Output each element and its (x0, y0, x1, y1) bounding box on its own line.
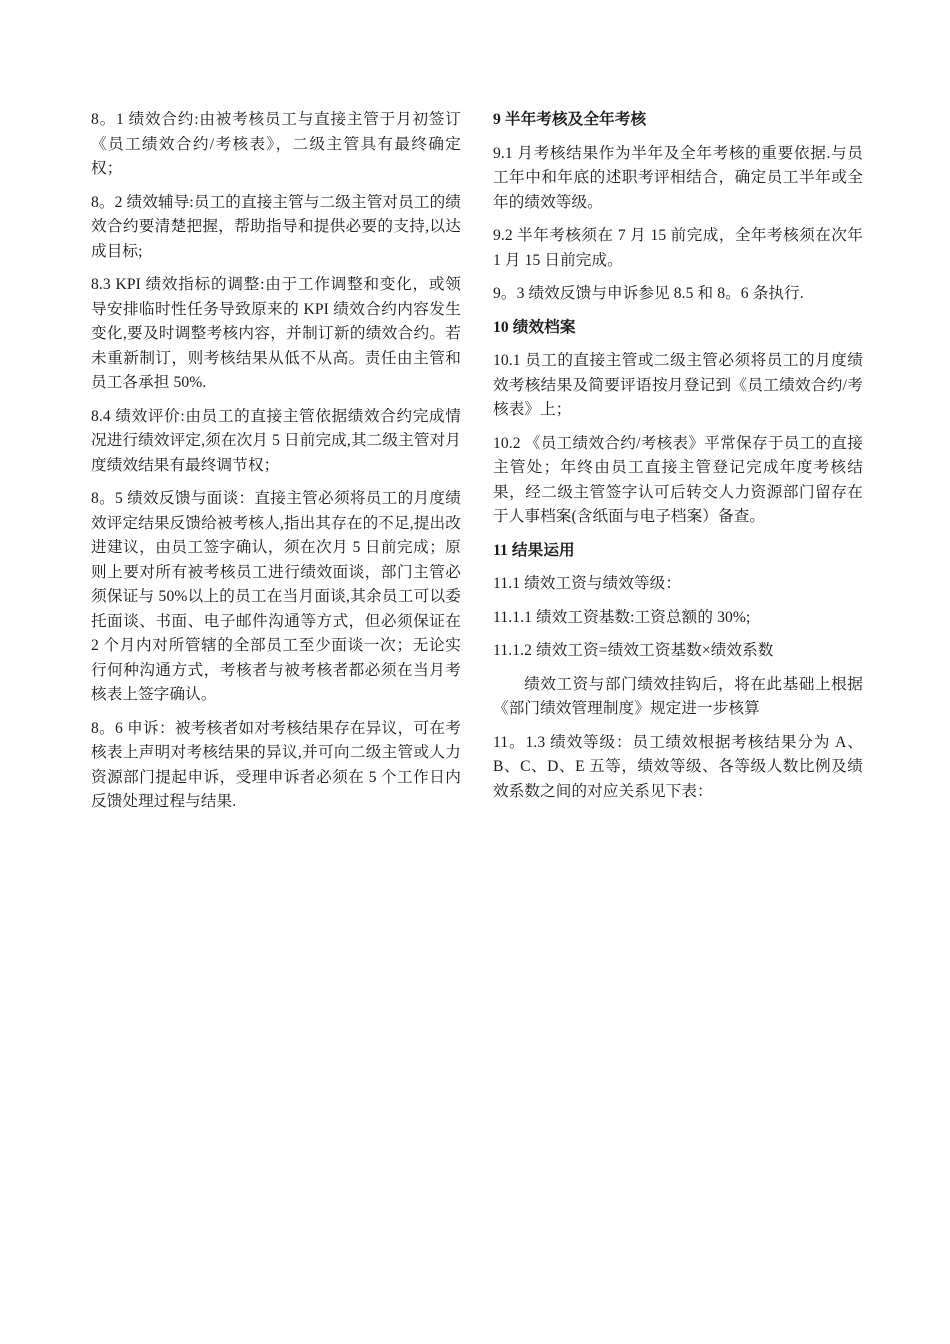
clause-9-2: 9.2 半年考核须在 7 月 15 前完成，全年考核须在次年 1 月 15 日前完成。 (493, 227, 863, 269)
clause-8-4: 8.4 绩效评价:由员工的直接主管依据绩效合约完成情况进行绩效评定,须在次月 5 日前完成,其二级主管对月度绩效结果有最终调节权； (91, 407, 461, 474)
right-column (493, 108, 863, 813)
clause-11-note: 绩效工资与部门绩效挂钩后，将在此基础上根据《部门绩效管理制度》规定进一步核算 (493, 675, 863, 717)
clause-10-2: 10.2 《员工绩效合约/考核表》平常保存于员工的直接主管处；年终由员工直接主管登记完成年度考核结果，经二级主管签字认可后转交人力资源部门留存在于人事档案(含纸面与电子档案）备查。 (493, 434, 863, 525)
clause-11-1-2: 11.1.2 绩效工资=绩效工资基数×绩效系数 (493, 642, 774, 659)
clause-11-1-1: 11.1.1 绩效工资基数:工资总额的 30%; (493, 608, 751, 626)
left-column (91, 108, 461, 824)
clause-8-3: 8.3 KPI 绩效指标的调整:由于工作调整和变化，或领导安排临时性任务导致原来的 KPI 绩效合约内容发生变化,要及时调整考核内容，并制订新的绩效合约。若未重新制订，则考核结果从低不从高。责任由主管和员工各承担 50%. (91, 276, 461, 391)
clause-10-1: 10.1 员工的直接主管或二级主管必须将员工的月度绩效考核结果及简要评语按月登记到《员工绩效合约/考核表》上； (493, 352, 863, 418)
section-10-heading: 10 绩效档案 (493, 318, 576, 336)
section-9-heading: 9 半年考核及全年考核 (493, 111, 647, 128)
clause-8-5: 8。5 绩效反馈与面谈：直接主管必须将员工的月度绩效评定结果反馈给被考核人,指出其存在的不足,提出改进建议，由员工签字确认，须在次月 5 日前完成；原则上要对所有被考核员工进行绩效面谈，部门主管必须保证与 50%以上的员工在当月面谈,其余员工可以委托面谈、书面、电子邮件沟通等方式，但必须保证在 2 个月内对所管辖的全部员工至少面谈一次；无论实行何种沟通方式，考核者与被考核者都必须在当月考核表上签字确认。 (91, 490, 461, 703)
section-11-heading: 11 结果运用 (493, 541, 575, 559)
clause-9-1: 9.1 月考核结果作为半年及全年考核的重要依据.与员工年中和年底的述职考评相结合，确定员工半年或全年的绩效等级。 (493, 144, 863, 211)
clause-8-1: 8。1 绩效合约:由被考核员工与直接主管于月初签订《员工绩效合约/考核表》，二级主管具有最终确定权； (91, 111, 461, 177)
clause-8-2: 8。2 绩效辅导:员工的直接主管与二级主管对员工的绩效合约要清楚把握，帮助指导和提供必要的支持,以达成目标; (91, 193, 461, 260)
clause-11-1-3: 11。1.3 绩效等级：员工绩效根据考核结果分为 A、B、C、D、E 五等，绩效等级、各等级人数比例及绩效系数之间的对应关系见下表： (493, 733, 863, 800)
clause-9-3: 9。3 绩效反馈与申诉参见 8.5 和 8。6 条执行. (493, 285, 804, 302)
clause-8-6: 8。6 申诉：被考核者如对考核结果存在异议，可在考核表上声明对考核结果的异议,并可向二级主管或人力资源部门提起申诉，受理申诉者必须在 5 个工作日内反馈处理过程与结果. (91, 719, 461, 810)
clause-11-1: 11.1 绩效工资与绩效等级： (493, 575, 682, 592)
